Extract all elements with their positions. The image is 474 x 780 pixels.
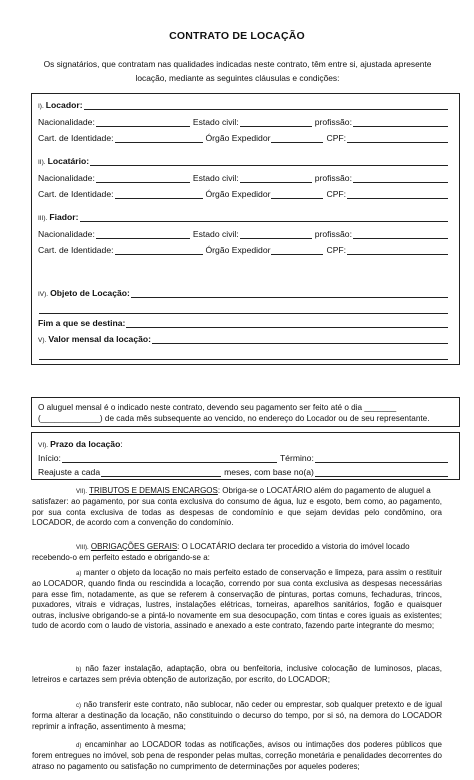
valor-field[interactable]	[152, 334, 448, 344]
locatario-id-field[interactable]	[115, 189, 203, 199]
fiador-issuer-field[interactable]	[271, 245, 323, 255]
locatario-civil-field[interactable]	[240, 173, 312, 183]
locatario-nationality-row: Nacionalidade: Estado civil: profissão:	[38, 171, 451, 183]
objeto-field-line-2[interactable]	[39, 304, 448, 314]
fiador-name-row: III). Fiador :	[38, 210, 451, 222]
fiador-id-field[interactable]	[115, 245, 203, 255]
clause-viii-title: OBRIGAÇÕES GERAIS	[90, 542, 178, 551]
reajuste-row: Reajuste a cada meses, com base no(a)	[38, 465, 451, 477]
inicio-field[interactable]	[62, 453, 277, 463]
locatario-name-field[interactable]	[90, 156, 448, 166]
objeto-label: Objeto de Locação	[50, 288, 128, 298]
locatario-id-row: Cart. de Identidade: Órgão Expedidor CPF:	[38, 187, 451, 199]
locatario-label: Locatário	[47, 156, 87, 166]
clause-vii: VII). TRIBUTOS E DEMAIS ENCARGOS: Obriga-se o LOCATÁRIO além do pagamento de aluguel a satisfazer: ao pagamento, por sua conta exclusiva do consumo de água, luz e esgoto, bem como, ao pagamento, por sua conta exclusiva de todas as despesas de condomínio e que sejam devidas pelo condômino, ora LOCADOR, de acordo com a convenção do condomínio.	[32, 486, 442, 528]
fiador-civil-field[interactable]	[240, 229, 312, 239]
fiador-name-field[interactable]	[80, 212, 448, 222]
locador-profession-field[interactable]	[353, 117, 448, 127]
page-title: CONTRATO DE LOCAÇÃO	[169, 30, 305, 42]
fiador-profession-field[interactable]	[353, 229, 448, 239]
clause-vii-text: satisfazer: ao pagamento, por sua conta exclusiva do consumo de água, luz e esgoto, bem como, ao pagamento, por sua conta exclusiva de todas as despesas de condomínio e que sejam devidas pelo condômino, ora LOCADOR, de acordo com a convenção do condomínio.	[32, 497, 442, 528]
intro-paragraph	[40, 57, 435, 85]
locador-cpf-field[interactable]	[347, 133, 448, 143]
locador-id-row: Cart. de Identidade: Órgão Expedidor CPF:	[38, 131, 451, 143]
clause-viii-text: recebendo-o em perfeito estado e obrigando-se a:	[32, 553, 210, 563]
item-b-text: não fazer instalação, adaptação, obra ou benfeitoria, inclusive colocação de luminosos, placas, letreiros e cartazes sem prévia obtenção de autorização, por escrito, do LOCADOR;	[32, 664, 442, 685]
prazo-label: Prazo da locação	[50, 439, 121, 449]
item-d: d) encaminhar ao LOCADOR todas as notificações, avisos ou intimações dos poderes públicos que forem entregues no imóvel, sob pena de responder pelas multas, correção monetária e penalidades decorrentes do atraso no pagamento ou satisfação no cumprimento de determinações por aqueles poderes;	[32, 740, 442, 771]
valor-field-line-2[interactable]	[39, 350, 448, 360]
locador-nationality-field[interactable]	[96, 117, 190, 127]
locador-civil-field[interactable]	[240, 117, 312, 127]
prazo-title-row: VI). Prazo da locação :	[38, 439, 123, 449]
clause-viii: VIII). OBRIGAÇÕES GERAIS: O LOCATÁRIO declara ter procedido a vistoria do imóvel locado recebendo-o em perfeito estado e obrigando-se a:	[32, 542, 442, 564]
prazo-dates-row: Início: Término:	[38, 451, 451, 463]
fiador-nationality-row: Nacionalidade: Estado civil: profissão:	[38, 227, 451, 239]
item-d-text: encaminhar ao LOCADOR todas as notificações, avisos ou intimações dos poderes públicos que forem entregues no imóvel, sob pena de responder pelas multas, correção monetária e penalidades decorrentes do atraso no pagamento ou satisfação no cumprimento de determinações por aqueles poderes;	[32, 740, 442, 771]
fiador-label: Fiador	[49, 212, 76, 222]
valor-continuation-row	[38, 348, 451, 360]
objeto-field[interactable]	[131, 288, 448, 298]
item-c-text: não transferir este contrato, não sublocar, não ceder ou emprestar, sob qualquer pretexto e de igual forma alterar a destinação da locação, não constituindo o decurso do tempo, por si só, na demora do LOCADOR reprimir a infração, assentimento à mesma;	[32, 700, 442, 731]
locatario-name-row: II). Locatário :	[38, 154, 451, 166]
item-a-text: manter o objeto da locação no mais perfeito estado de conservação e limpeza, para assim o restituir ao LOCADOR, quando finda ou rescindida a locação, correndo por sua conta exclusiva as despesas necessárias para esse fim, notadamente, as que se referem à conservação de pinturas, portas comuns, fechaduras, trincos, puxadores, vitrais e vidraças, lustres, instalações elétricas, torneiras, aparelhos sanitários, fogão e quaisquer outras, inclusive obrigando-se a pintá-lo novamente em sua desocupação, com tintas e cores iguais as existentes; tudo de acordo com o laudo de vistoria, assinado e anexado a este contrato, fazendo parte integrante do mesmo;	[32, 568, 442, 631]
fiador-cpf-field[interactable]	[347, 245, 448, 255]
reajuste-base-field[interactable]	[315, 467, 448, 477]
item-c: c) não transferir este contrato, não sublocar, não ceder ou emprestar, sob qualquer pretexto e de igual forma alterar a destinação da locação, não constituindo o decurso do tempo, por si só, na demora do LOCADOR reprimir a infração, assentimento à mesma;	[32, 700, 442, 731]
valor-row: V). Valor mensal da locação :	[38, 332, 451, 344]
locatario-issuer-field[interactable]	[271, 189, 323, 199]
fiador-nationality-field[interactable]	[96, 229, 190, 239]
objeto-continuation-row	[38, 302, 451, 314]
locador-name-row: I). Locador :	[38, 98, 451, 110]
parties-box	[31, 93, 460, 365]
locador-nationality-row: Nacionalidade: Estado civil: profissão:	[38, 115, 451, 127]
fim-row: Fim a que se destina :	[38, 316, 451, 328]
locatario-cpf-field[interactable]	[347, 189, 448, 199]
intro-line-2: locação, mediante as seguintes cláusulas e condições:	[135, 73, 340, 83]
locador-label: Locador	[45, 100, 80, 110]
rent-line-1: O aluguel mensal é o indicado neste contrato, devendo seu pagamento ser feito até o dia _______	[38, 403, 397, 412]
locador-issuer-field[interactable]	[271, 133, 323, 143]
locatario-nationality-field[interactable]	[96, 173, 190, 183]
locatario-profession-field[interactable]	[353, 173, 448, 183]
item-a: a) manter o objeto da locação no mais perfeito estado de conservação e limpeza, para assim o restituir ao LOCADOR, quando finda ou rescindida a locação, correndo por sua conta exclusiva as despesas necessárias para esse fim, notadamente, as que se referem à conservação de pinturas, portas comuns, fechaduras, trincos, puxadores, vitrais e vidraças, lustres, instalações elétricas, torneiras, aparelhos sanitários, fogão e quaisquer outras, inclusive obrigando-se a pintá-lo novamente em sua desocupação, com tintas e cores iguais as existentes; tudo de acordo com o laudo de vistoria, assinado e anexado a este contrato, fazendo parte integrante do mesmo;	[32, 568, 442, 631]
reajuste-field[interactable]	[101, 467, 221, 477]
locador-id-field[interactable]	[115, 133, 203, 143]
valor-label: Valor mensal da locação	[48, 334, 149, 344]
objeto-row: IV). Objeto de Locação :	[38, 286, 451, 298]
rent-paragraph	[38, 402, 453, 424]
rent-line-2: (_____________) de cada mês subsequente ao vencido, no endereço do Locador ou de seu representante.	[38, 414, 430, 423]
fim-field[interactable]	[126, 318, 448, 328]
item-b: b) não fazer instalação, adaptação, obra ou benfeitoria, inclusive colocação de luminosos, placas, letreiros e cartazes sem prévia obtenção de autorização, por escrito, do LOCADOR;	[32, 664, 442, 685]
locador-name-field[interactable]	[84, 100, 448, 110]
clause-vii-title: TRIBUTOS E DEMAIS ENCARGOS	[89, 486, 218, 495]
fiador-id-row: Cart. de Identidade: Órgão Expedidor CPF:	[38, 243, 451, 255]
fim-label: Fim a que se destina	[38, 318, 123, 328]
intro-line-1: Os signatários, que contratam nas qualidades indicadas neste contrato, têm entre si, ajustada apresente	[43, 59, 432, 69]
rent-box	[31, 397, 460, 427]
prazo-box	[31, 432, 460, 480]
termino-field[interactable]	[315, 453, 448, 463]
